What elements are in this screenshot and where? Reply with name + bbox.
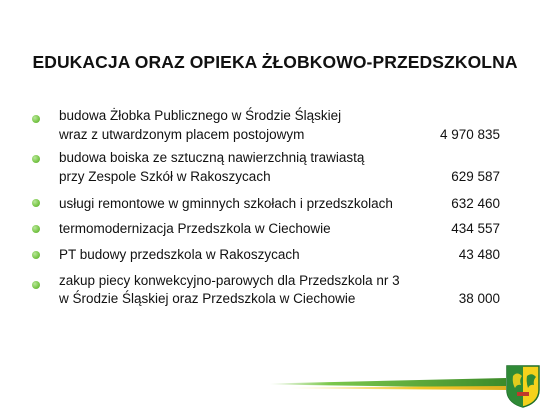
item-text-line2: przy Zespole Szkół w Rakoszycach	[59, 169, 271, 184]
item-text-line2: w Środzie Śląskiej oraz Przedszkola w Ciechowie	[59, 291, 356, 306]
green-dot-bullet-icon	[32, 115, 40, 123]
item-amount: 43 480	[458, 247, 500, 262]
slide-title: EDUKACJA ORAZ OPIEKA ŻŁOBKOWO-PRZEDSZKOLNA	[32, 52, 518, 72]
item-amount: 434 557	[451, 221, 500, 236]
item-amount: 38 000	[458, 291, 500, 306]
footer-rule-yellow	[290, 386, 506, 390]
item-text-line1: PT budowy przedszkola w Rakoszycach	[59, 247, 300, 262]
item-text-line2: wraz z utwardzonym placem postojowym	[59, 127, 305, 142]
item-text-line1: termomodernizacja Przedszkola w Ciechowie	[59, 221, 331, 236]
item-amount: 629 587	[451, 169, 500, 184]
green-dot-bullet-icon	[32, 251, 40, 259]
item-amount: 4 970 835	[439, 127, 500, 142]
green-dot-bullet-icon	[32, 225, 40, 233]
item-text-line1: zakup piecy konwekcyjno-parowych dla Przedszkola nr 3	[59, 273, 400, 288]
item-text-line1: budowa Żłobka Publicznego w Środzie Śląskiej	[59, 108, 342, 123]
item-text-line1: budowa boiska ze sztuczną nawierzchnią trawiastą	[59, 150, 365, 165]
green-dot-bullet-icon	[32, 281, 40, 289]
item-amount: 632 460	[451, 196, 500, 211]
green-dot-bullet-icon	[32, 199, 40, 207]
coat-of-arms-icon	[505, 364, 541, 408]
item-text-line1: usługi remontowe w gminnych szkołach i przedszkolach	[59, 196, 393, 211]
green-dot-bullet-icon	[32, 155, 40, 163]
